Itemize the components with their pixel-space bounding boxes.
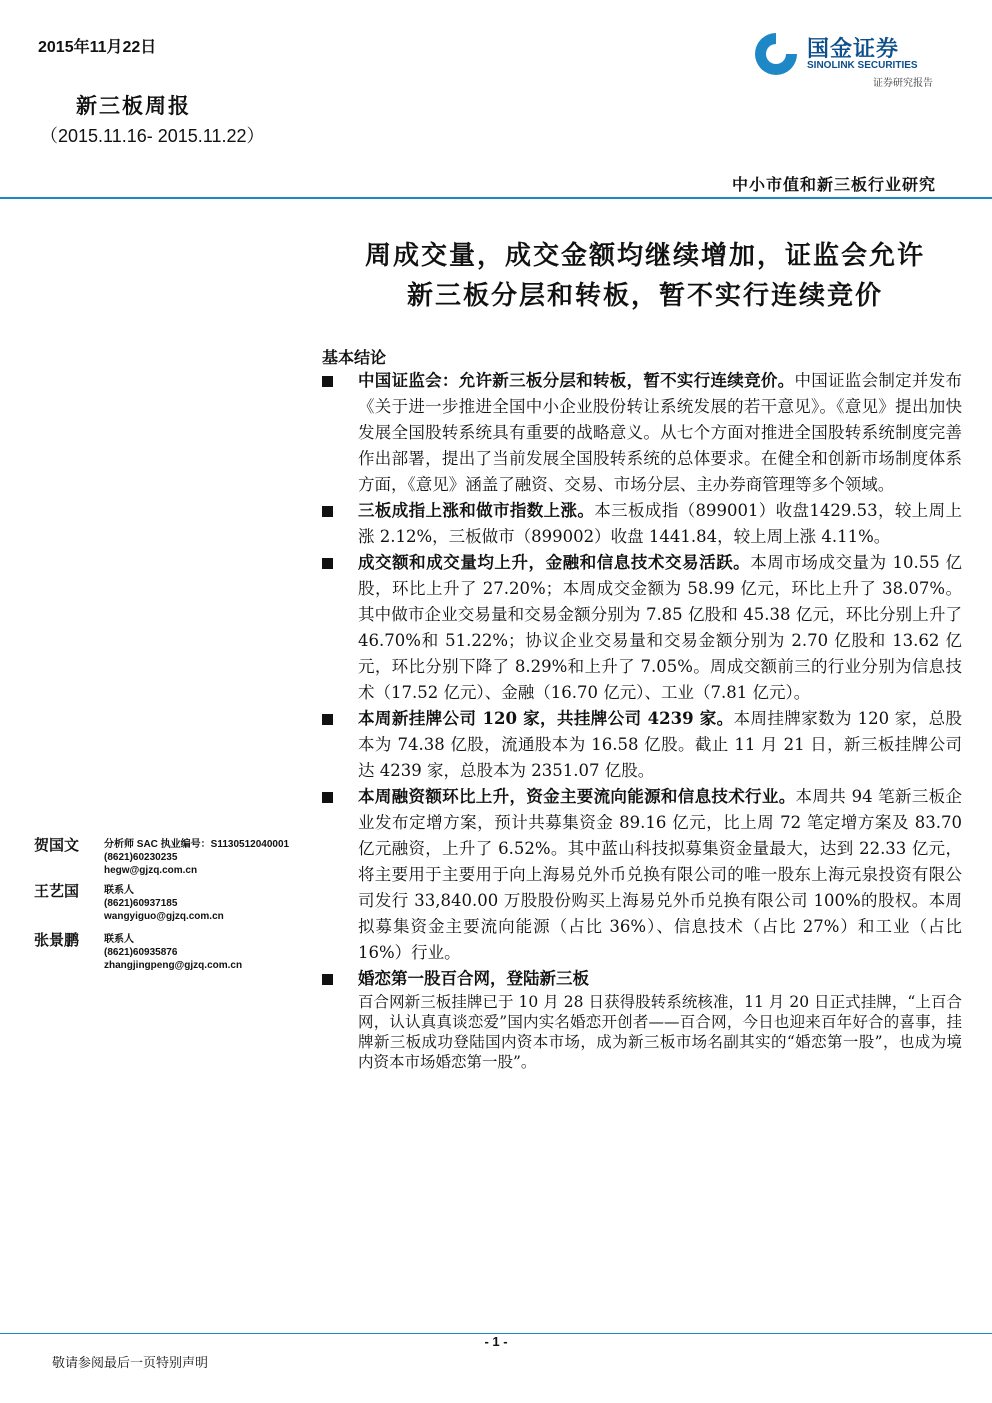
list-item <box>322 966 962 1072</box>
analyst-role: 分析师 SAC 执业编号：S1130512040001 <box>104 839 290 850</box>
list-item <box>322 498 962 550</box>
company-logo <box>755 30 955 90</box>
item-lead: 本周融资额环比上升，资金主要流向能源和信息技术行业。 <box>358 787 796 806</box>
item-text: 百合网新三板挂牌已于 10 月 28 日获得股转系统核准，11 月 20 日正式挂牌，“上百合网，认认真真谈恋爱”国内实名婚恋开创者——百合网，今日也迎来百年好合的喜事，挂牌新三板成功登陆国内资本市场，成为新三板市场名副其实的“婚恋第一股”，也成为境内资本市场婚恋第一股”。 <box>358 993 962 1071</box>
bullet-square-icon <box>322 506 333 517</box>
list-item <box>322 550 962 706</box>
headline-line-2: 新三板分层和转板，暂不实行连续竞价 <box>406 281 883 311</box>
bullet-square-icon <box>322 974 333 985</box>
item-lead: 本周新挂牌公司 120 家，共挂牌公司 4239 家。 <box>358 709 734 728</box>
headline-line-1: 周成交量，成交金额均继续增加，证监会允许 <box>364 241 925 271</box>
page-number: - 1 - <box>484 1334 508 1349</box>
analyst-info <box>104 884 224 923</box>
logo-en-name: SINOLINK SECURITIES <box>807 60 918 71</box>
report-title: 新三板周报 <box>76 93 191 118</box>
item-text: 中国证监会制定并发布《关于进一步推进全国中小企业股份转让系统发展的若干意见》。《意见》提出加快发展全国股转系统具有重要的战略意义。从七个方面对推进全国股转系统制度完善作出部署，提出了当前发展全国股转系统的总体要求。在健全和创新市场制度体系方面，《意见》涵盖了融资、交易、市场分层、主办券商管理等多个领域。 <box>358 371 963 494</box>
analyst-name: 张景鹏 <box>34 931 80 949</box>
headline <box>320 236 970 316</box>
item-text: 本周挂牌家数为 120 家，总股本为 74.38 亿股，流通股本为 16.58 亿股。截止 11 月 21 日，新三板挂牌公司达 4239 家，总股本为 2351.07 亿股。 <box>358 709 963 780</box>
analyst-email[interactable]: hegw@gjzq.com.cn <box>104 865 198 876</box>
list-item <box>322 706 962 784</box>
analyst-info <box>104 838 289 877</box>
item-text: 本三板成指（899001）收盘1429.53，较上周上涨 2.12%，三板做市（899002）收盘 1441.84，较上周上涨 4.11%。 <box>358 501 963 546</box>
analyst-role: 联系人 <box>104 934 134 945</box>
logo-subtitle: 证券研究报告 <box>873 78 933 89</box>
item-lead: 婚恋第一股百合网，登陆新三板 <box>358 969 589 988</box>
report-date: 2015年11月22日 <box>38 39 157 56</box>
analyst-phone: (8621)60935876 <box>104 947 178 958</box>
sector-label: 中小市值和新三板行业研究 <box>731 175 936 194</box>
conclusion-list <box>322 368 962 1072</box>
analyst-info <box>104 933 242 972</box>
report-period: （2015.11.16- 2015.11.22） <box>40 126 265 146</box>
logo-cn-name: 国金证券 <box>807 37 900 62</box>
bullet-square-icon <box>322 558 333 569</box>
list-item <box>322 368 962 498</box>
item-text: 本周共 94 笔新三板企业发布定增方案，预计共募集资金 89.16 亿元，比上周 72 笔定增方案及 83.70 亿元融资，上升了 6.52%。其中蓝山科技拟募集资金量最大，达到 22.33 亿元，将主要用于主要用于向上海易兑外币兑换有限公司的唯一股东上海元泉投资有限公司发行 33,840.00 万股股份购买上海易兑外币兑换有限公司 100%的股权。本周拟募集资金主要流向能源（占比 36%）、信息技术（占比 27%）和工业（占比 16%）行业。 <box>358 787 962 962</box>
logo-mark-icon <box>755 33 797 75</box>
bullet-square-icon <box>322 792 333 803</box>
disclaimer-note: 敬请参阅最后一页特别声明 <box>52 1356 209 1371</box>
analyst-email[interactable]: wangyiguo@gjzq.com.cn <box>104 911 224 922</box>
item-lead: 中国证监会：允许新三板分层和转板，暂不实行连续竞价。 <box>358 371 795 390</box>
list-item <box>322 784 962 966</box>
analyst-phone: (8621)60937185 <box>104 898 178 909</box>
analyst-name: 王艺国 <box>34 882 80 900</box>
bullet-square-icon <box>322 714 333 725</box>
analyst-name: 贺国文 <box>34 836 80 854</box>
analyst-email[interactable]: zhangjingpeng@gjzq.com.cn <box>104 960 243 971</box>
analyst-phone: (8621)60230235 <box>104 852 178 863</box>
header-rule <box>0 197 992 199</box>
bullet-square-icon <box>322 376 333 387</box>
item-lead: 成交额和成交量均上升，金融和信息技术交易活跃。 <box>358 553 751 572</box>
item-text: 本周市场成交量为 10.55 亿股，环比上升了 27.20%；本周成交金额为 58.99 亿元，环比上升了 38.07%。其中做市企业交易量和交易金额分别为 7.85 亿股和 45.38 亿元，环比分别上升了 46.70%和 51.22%；协议企业交易量和交易金额分别为 2.70 亿股和 13.62 亿元，环比分别下降了 8.29%和上升了 7.05%。周成交额前三的行业分别为信息技术（17.52 亿元）、金融（16.70 亿元）、工业（7.81 亿元）。 <box>358 553 962 702</box>
analyst-role: 联系人 <box>104 885 134 896</box>
item-lead: 三板成指上涨和做市指数上涨。 <box>358 501 595 520</box>
section-heading: 基本结论 <box>322 348 387 367</box>
